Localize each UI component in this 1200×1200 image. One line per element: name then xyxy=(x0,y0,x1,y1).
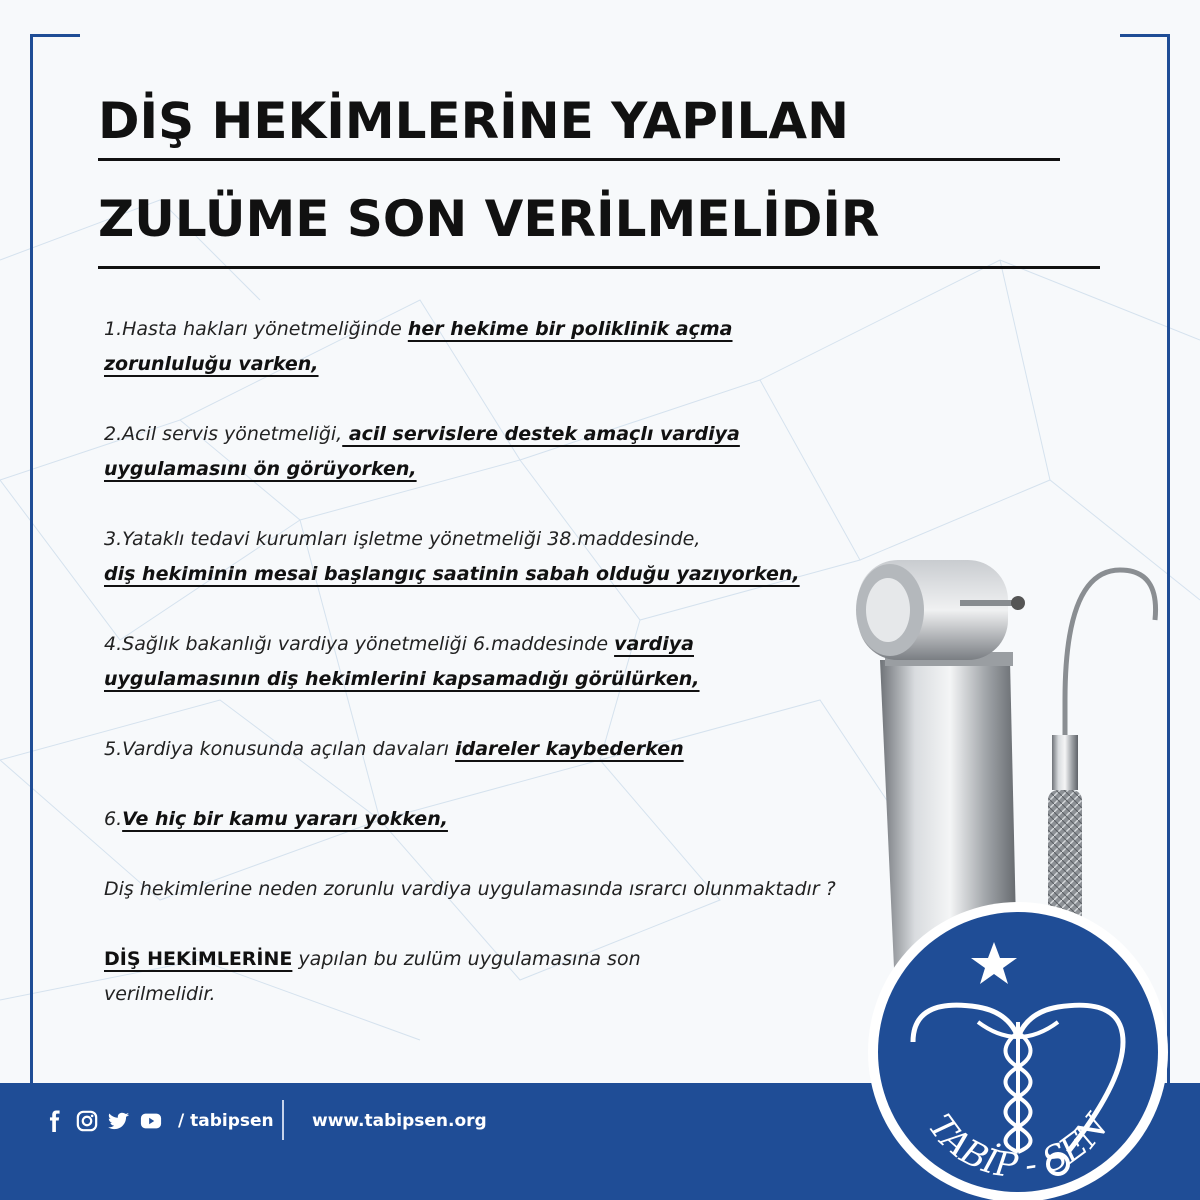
list-item xyxy=(104,802,844,837)
question-text xyxy=(104,872,844,907)
item-highlight-text: acil servislere destek amaçlı vardiya uygulamasını ön görüyorken, xyxy=(104,423,740,480)
body-text xyxy=(104,312,844,1047)
title-underline-1 xyxy=(98,158,1060,161)
item-plain-text: 2.Acil servis yönetmeliği, xyxy=(104,423,343,445)
list-item xyxy=(104,522,844,592)
item-highlight-text: her hekime bir poliklinik açma zorunluluğu varken, xyxy=(104,318,733,375)
youtube-icon[interactable] xyxy=(140,1110,162,1132)
website-link[interactable]: www.tabipsen.org xyxy=(312,1111,487,1131)
item-plain-text: 3.Yataklı tedavi kurumları işletme yönetmeliği 38.maddesinde, xyxy=(104,528,701,550)
list-item xyxy=(104,627,844,697)
page-title-line-1: DİŞ HEKİMLERİNE YAPILAN xyxy=(98,92,849,150)
item-plain-text: 6. xyxy=(104,808,123,830)
item-highlight-text: vardiya uygulamasının diş hekimlerini kapsamadığı görülürken, xyxy=(104,633,700,690)
item-highlight-text: idareler kaybederken xyxy=(455,738,684,760)
tabip-sen-logo xyxy=(868,902,1168,1200)
frame-gap-top xyxy=(80,30,1120,40)
item-plain-text: 5.Vardiya konusunda açılan davaları xyxy=(104,738,456,760)
page-title-line-2: ZULÜME SON VERİLMELİDİR xyxy=(98,190,880,248)
list-item xyxy=(104,417,844,487)
logo-text: TABİP - SEN xyxy=(919,1106,1117,1187)
facebook-icon[interactable] xyxy=(44,1110,66,1132)
list-item xyxy=(104,312,844,382)
social-handle[interactable]: / tabipsen xyxy=(178,1111,274,1131)
item-highlight-text: Ve hiç bir kamu yararı yokken, xyxy=(122,808,448,830)
social-links xyxy=(44,1110,274,1132)
item-highlight-text: diş hekiminin mesai başlangıç saatinin sabah olduğu yazıyorken, xyxy=(104,563,800,585)
closing-text xyxy=(104,942,724,1012)
closing-rest: yapılan bu zulüm uygulamasına son verilmelidir. xyxy=(104,948,641,1005)
title-underline-2 xyxy=(98,266,1100,269)
list-item xyxy=(104,732,844,767)
footer-divider xyxy=(282,1100,284,1140)
question: Diş hekimlerine neden zorunlu vardiya uygulamasında ısrarcı olunmaktadır ? xyxy=(104,878,836,900)
instagram-icon[interactable] xyxy=(76,1110,98,1132)
item-plain-text: 1.Hasta hakları yönetmeliğinde xyxy=(104,318,408,340)
twitter-icon[interactable] xyxy=(108,1110,130,1132)
item-plain-text: 4.Sağlık bakanlığı vardiya yönetmeliği 6.maddesinde xyxy=(104,633,615,655)
closing-highlight: DİŞ HEKİMLERİNE xyxy=(104,948,293,970)
